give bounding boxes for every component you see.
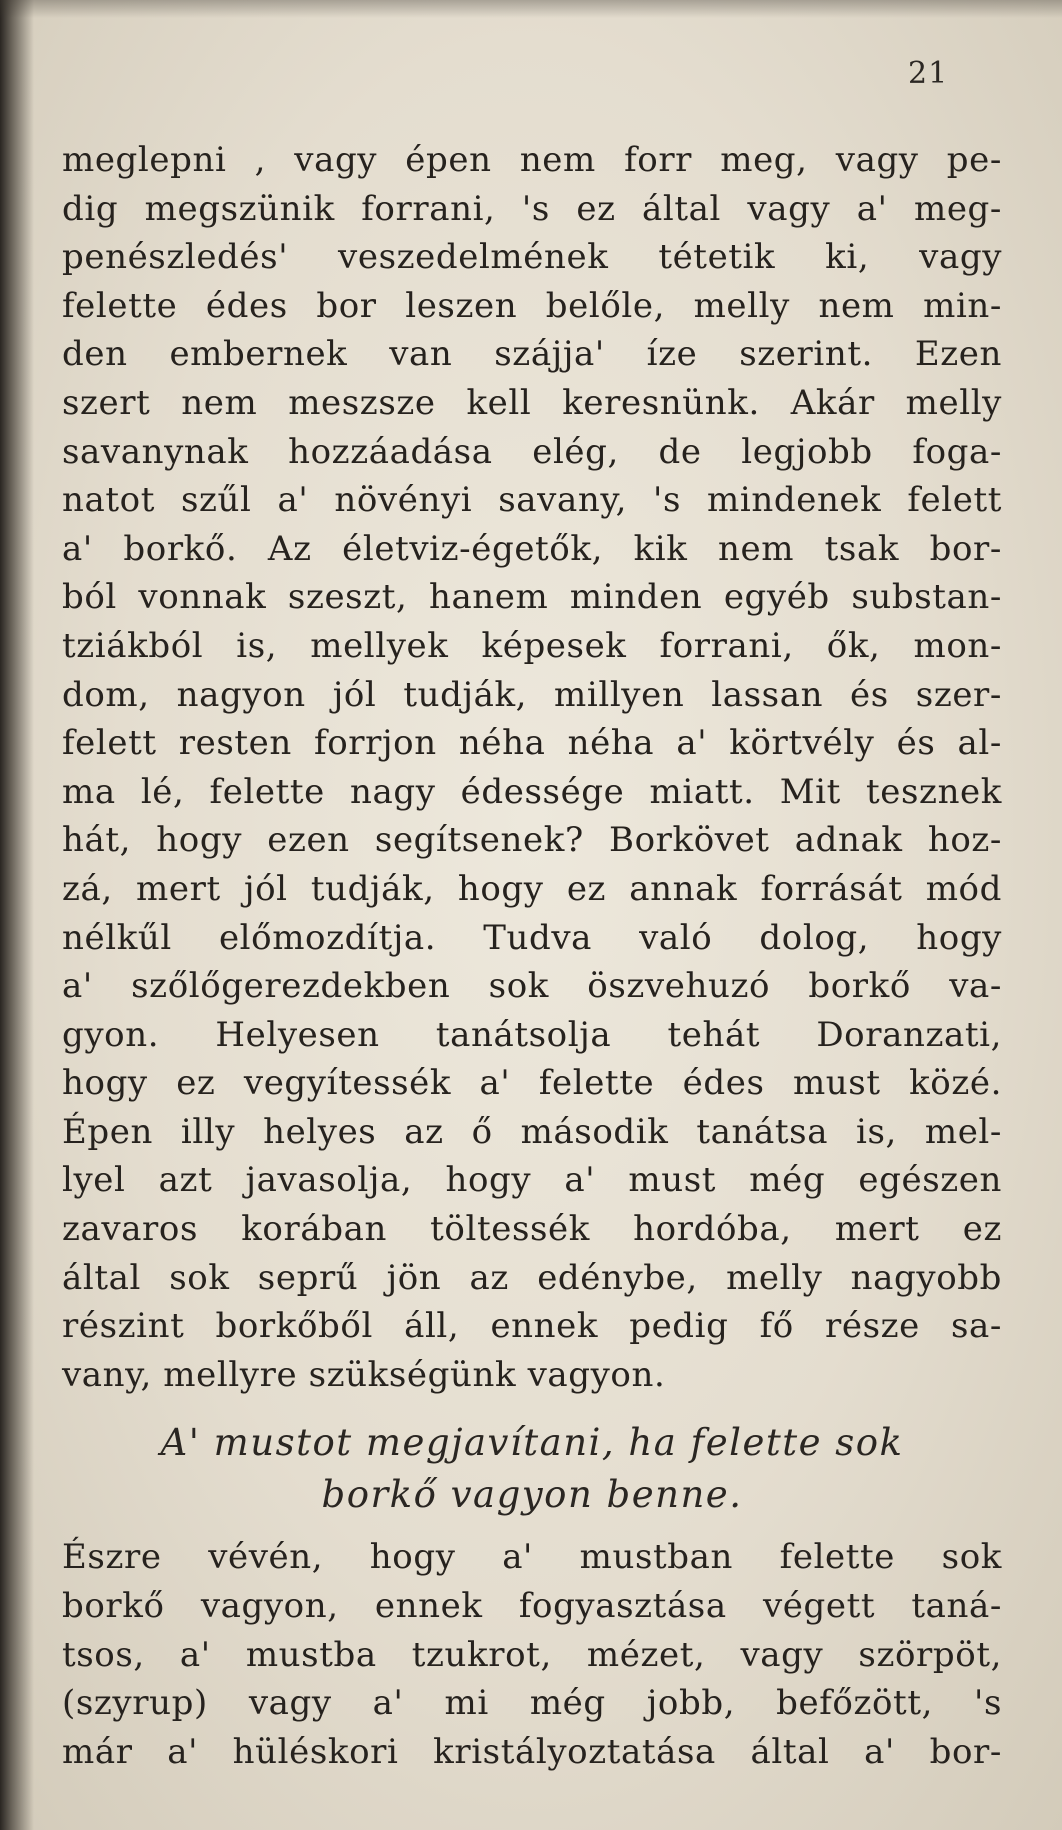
text-line: már a' hüléskori kristályoztatása által a' bor- (62, 1731, 1002, 1772)
text-line: hogy ez vegyítessék a' felette édes must közé. (62, 1063, 1002, 1104)
page-top-edge (0, 0, 1062, 18)
text-line: vany, mellyre szükségünk vagyon. (62, 1354, 666, 1395)
text-line: ma lé, felette nagy édessége miatt. Mit tesznek (62, 771, 1002, 812)
text-block (62, 136, 1002, 1776)
text-line: natot szűl a' növényi savany, 's mindenek felett (62, 480, 1002, 521)
paragraph-2 (62, 1533, 1002, 1776)
text-line: felette édes bor leszen belőle, melly nem min- (62, 285, 1002, 326)
paragraph-1 (62, 136, 1002, 1399)
text-line: a' borkő. Az életviz-égetők, kik nem tsak bor- (62, 528, 1002, 569)
section-heading (62, 1417, 1002, 1521)
text-line: hát, hogy ezen segítsenek? Borkövet adnak hoz- (62, 820, 1002, 861)
text-line: zá, mert jól tudják, hogy ez annak forrását mód (62, 868, 1002, 909)
text-line: (szyrup) vagy a' mi még jobb, befőzött, 's (62, 1683, 1002, 1724)
text-line: penészledés' veszedelmének tétetik ki, vagy (62, 237, 1002, 278)
spine-shadow (0, 0, 34, 1830)
text-line: nélkűl előmozdítja. Tudva való dolog, hogy (62, 917, 1002, 958)
text-line: tsos, a' mustba tzukrot, mézet, vagy szörpöt, (62, 1634, 1002, 1675)
text-line: dom, nagyon jól tudják, millyen lassan és szer- (62, 674, 1002, 715)
heading-line: borkő vagyon benne. (321, 1473, 743, 1517)
heading-line: A' mustot megjavítani, ha felette sok (160, 1421, 904, 1465)
text-line: lyel azt javasolja, hogy a' must még egészen (62, 1160, 1002, 1201)
text-line: gyon. Helyesen tanátsolja tehát Doranzati, (62, 1014, 1002, 1055)
text-line: részint borkőből áll, ennek pedig fő része sa- (62, 1306, 1002, 1347)
text-line: dig megszünik forrani, 's ez által vagy a' meg- (62, 188, 1002, 229)
text-line: tziákból is, mellyek képesek forrani, ők, mon- (62, 625, 1002, 666)
text-line: Épen illy helyes az ő második tanátsa is, mel- (62, 1111, 1002, 1152)
page-number: 21 (908, 56, 949, 91)
text-line: den embernek van szájja' íze szerint. Ezen (62, 334, 1002, 375)
text-line: zavaros korában töltessék hordóba, mert ez (62, 1209, 1002, 1250)
text-line: által sok seprű jön az edénybe, melly nagyobb (62, 1257, 1002, 1298)
text-line: meglepni , vagy épen nem forr meg, vagy pe- (62, 140, 1002, 180)
text-line: a' szőlőgerezdekben sok öszvehuzó borkő va- (62, 966, 1002, 1007)
text-line: ból vonnak szeszt, hanem minden egyéb substan- (62, 577, 1002, 618)
text-line: szert nem meszsze kell keresnünk. Akár melly (62, 382, 1002, 423)
text-line: borkő vagyon, ennek fogyasztása végett taná- (62, 1586, 1002, 1627)
text-line: Észre vévén, hogy a' mustban felette sok (62, 1537, 1002, 1578)
text-line: felett resten forrjon néha néha a' körtvély és al- (62, 723, 1002, 764)
text-line: savanynak hozzáadása elég, de legjobb foga- (62, 431, 1002, 472)
